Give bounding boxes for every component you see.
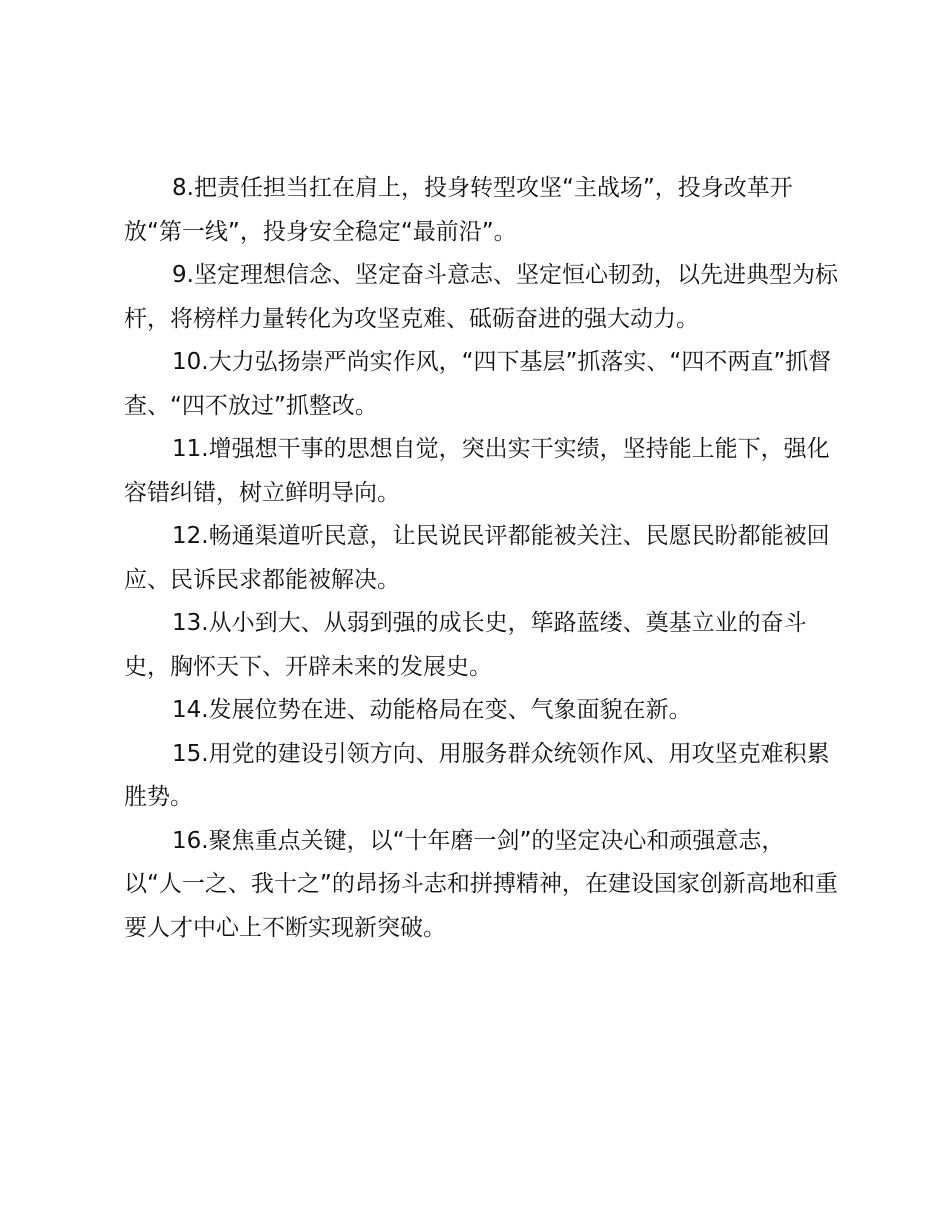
paragraph-item-13: 13.从小到大、从弱到强的成长史，筚路蓝缕、奠基立业的奋斗史，胸怀天下、开辟未来的发展史。 [124, 610, 807, 680]
paragraph-item-14: 14.发展位势在进、动能格局在变、气象面貌在新。 [172, 697, 692, 723]
paragraph-item-11: 11.增强想干事的思想自觉，突出实干实绩，坚持能上能下，强化容错纠错，树立鲜明导向。 [124, 436, 830, 506]
document-body [124, 167, 838, 950]
paragraph-item-15: 15.用党的建设引领方向、用服务群众统领作风、用攻坚克难积累胜势。 [124, 740, 830, 810]
paragraph-item-16: 16.聚焦重点关键，以“十年磨一剑”的坚定决心和顽强意志，以“人一之、我十之”的昂扬斗志和拼搏精神，在建设国家创新高地和重要人才中心上不断实现新突破。 [124, 827, 838, 941]
paragraph-item-12: 12.畅通渠道听民意，让民说民评都能被关注、民愿民盼都能被回应、民诉民求都能被解决。 [124, 523, 830, 593]
paragraph-item-8: 8.把责任担当扛在肩上，投身转型攻坚“主战场”，投身改革开放“第一线”，投身安全稳定“最前沿”。 [124, 175, 793, 245]
paragraph-item-9: 9.坚定理想信念、坚定奋斗意志、坚定恒心韧劲，以先进典型为标杆，将榜样力量转化为攻坚克难、砥砺奋进的强大动力。 [124, 262, 838, 332]
paragraph-item-10: 10.大力弘扬崇严尚实作风，“四下基层”抓落实、“四不两直”抓督查、“四不放过”抓整改。 [124, 349, 832, 419]
